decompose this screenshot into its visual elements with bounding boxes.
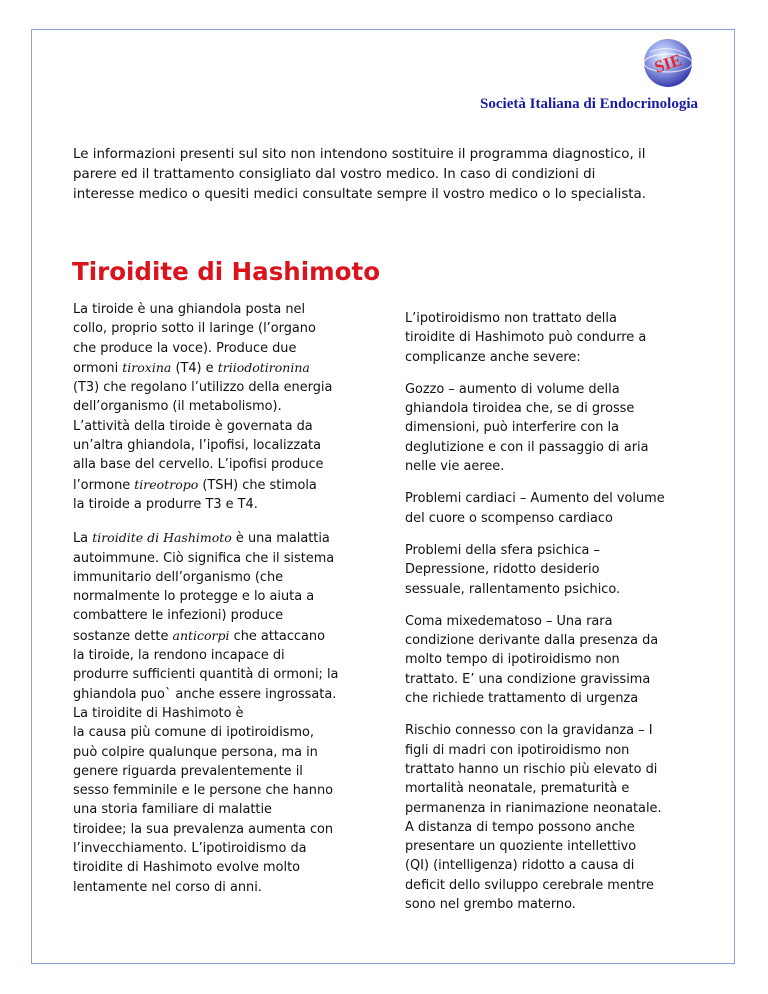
complication-paragraph bbox=[405, 380, 705, 476]
text-line: può colpire qualunque persona, ma in bbox=[73, 744, 318, 760]
italic-term: tireotropo bbox=[134, 476, 199, 492]
logo-text: SIE bbox=[652, 50, 685, 77]
text-line: deglutizione e con il passaggio di aria bbox=[405, 439, 649, 455]
text-line: alla base del cervello. L’ipofisi produce bbox=[73, 457, 324, 473]
italic-term: anticorpi bbox=[172, 627, 230, 643]
text-line: condizione derivante dalla presenza da bbox=[405, 633, 659, 649]
text-line: A distanza di tempo possono anche bbox=[405, 819, 635, 835]
text-line: Problemi cardiaci – Aumento del volume bbox=[405, 491, 665, 507]
text-line: collo, proprio sotto il laringe (l’organo bbox=[73, 321, 316, 337]
complication-paragraph bbox=[405, 309, 705, 367]
text-line: tiroidite di Hashimoto evolve molto bbox=[73, 860, 301, 876]
complication-paragraph bbox=[405, 612, 705, 708]
complication-paragraph bbox=[405, 721, 705, 914]
text-line: trattato hanno un rischio più elevato di bbox=[405, 761, 658, 777]
page-title: Tiroidite di Hashimoto bbox=[72, 257, 381, 286]
text-line: la tiroide a produrre T3 e T4. bbox=[73, 496, 258, 512]
disclaimer-line: interesse medico o quesiti medici consultate sempre il vostro medico o lo specialista. bbox=[73, 187, 647, 202]
organization-name: Società Italiana di Endocrinologia bbox=[480, 96, 698, 112]
text-line: normalmente lo protegge e lo aiuta a bbox=[73, 589, 315, 605]
sie-logo bbox=[640, 36, 696, 90]
text-line: lentamente nel corso di anni. bbox=[73, 879, 262, 895]
text-line: complicanze anche severe: bbox=[405, 349, 581, 365]
text-line: presentare un quoziente intellettivo bbox=[405, 839, 637, 855]
text-line: La tiroidite di Hashimoto è una malattia bbox=[73, 530, 330, 547]
text-line: sessuale, rallentamento psichico. bbox=[405, 581, 621, 597]
text-line: ghiandola tiroidea che, se di grosse bbox=[405, 401, 635, 417]
text-line: autoimmune. Ciò significa che il sistema bbox=[73, 550, 335, 566]
left-column bbox=[73, 300, 378, 897]
italic-term: triiodotironina bbox=[217, 359, 310, 375]
disclaimer bbox=[73, 145, 703, 205]
text-line: la tiroide, la rendono incapace di bbox=[73, 648, 285, 664]
text-line: Coma mixedematoso – Una rara bbox=[405, 613, 613, 629]
text-line: immunitario dell’organismo (che bbox=[73, 569, 284, 585]
complication-paragraph bbox=[405, 489, 705, 528]
text-line: una storia familiare di malattie bbox=[73, 802, 272, 818]
text-line: del cuore o scompenso cardiaco bbox=[405, 510, 613, 526]
text-line: La tiroide è una ghiandola posta nel bbox=[73, 302, 306, 317]
text-line: dimensioni, può interferire con la bbox=[405, 420, 620, 436]
text-line: produrre sufficienti quantità di ormoni; la bbox=[73, 667, 339, 683]
text-line: Rischio connesso con la gravidanza – I bbox=[405, 723, 653, 739]
text-line: Gozzo – aumento di volume della bbox=[405, 381, 620, 397]
text-line: trattato. E’ una condizione gravissima bbox=[405, 671, 651, 687]
text-line: un’altra ghiandola, l’ipofisi, localizzata bbox=[73, 438, 321, 454]
text-line: (QI) (intelligenza) ridotto a causa di bbox=[405, 858, 635, 874]
text-line: ghiandola puo` anche essere ingrossata. bbox=[73, 686, 337, 702]
text-line: L’attività della tiroide è governata da bbox=[73, 418, 313, 434]
text-line: che richiede trattamento di urgenza bbox=[405, 691, 639, 707]
text-line: l’invecchiamento. L’ipotiroidismo da bbox=[73, 841, 307, 857]
text-line: (T3) che regolano l’utilizzo della energia bbox=[73, 380, 333, 396]
text-line: tiroidee; la sua prevalenza aumenta con bbox=[73, 821, 334, 837]
text-line: nelle vie aeree. bbox=[405, 459, 505, 475]
text-line: dell’organismo (il metabolismo). bbox=[73, 399, 282, 415]
text-line: tiroidite di Hashimoto può condurre a bbox=[405, 330, 647, 346]
right-column bbox=[405, 309, 705, 927]
text-line: sono nel grembo materno. bbox=[405, 897, 576, 913]
text-line: sesso femminile e le persone che hanno bbox=[73, 783, 334, 799]
text-line: la causa più comune di ipotiroidismo, bbox=[73, 725, 315, 741]
text-line: molto tempo di ipotiroidismo non bbox=[405, 652, 620, 668]
text-line: mortalità neonatale, prematurità e bbox=[405, 781, 630, 797]
text-line: figli di madri con ipotiroidismo non bbox=[405, 742, 630, 758]
intro-paragraph bbox=[73, 300, 378, 514]
text-line: l’ormone tireotropo (TSH) che stimola bbox=[73, 476, 317, 493]
text-line: deficit dello sviluppo cerebrale mentre bbox=[405, 877, 654, 893]
italic-term: tiroidite di Hashimoto bbox=[92, 530, 232, 546]
text-line: permanenza in rianimazione neonatale. bbox=[405, 800, 662, 816]
text-line: genere riguarda prevalentemente il bbox=[73, 763, 303, 779]
text-line: combattere le infezioni) produce bbox=[73, 608, 284, 624]
complication-paragraph bbox=[405, 541, 705, 599]
italic-term: tiroxina bbox=[122, 359, 172, 375]
disclaimer-line: Le informazioni presenti sul sito non intendono sostituire il programma diagnostico, il bbox=[73, 147, 646, 162]
text-line: Problemi della sfera psichica – bbox=[405, 542, 600, 558]
definition-paragraph bbox=[73, 528, 378, 897]
text-line: che produce la voce). Produce due bbox=[73, 340, 297, 356]
text-line: Depressione, ridotto desiderio bbox=[405, 562, 600, 578]
text-line: sostanze dette anticorpi che attaccano bbox=[73, 627, 325, 644]
disclaimer-line: parere ed il trattamento consigliato dal vostro medico. In caso di condizioni di bbox=[73, 167, 596, 182]
text-line: L’ipotiroidismo non trattato della bbox=[405, 311, 617, 326]
text-line: ormoni tiroxina (T4) e triiodotironina bbox=[73, 359, 310, 376]
text-line: La tiroidite di Hashimoto è bbox=[73, 705, 244, 721]
